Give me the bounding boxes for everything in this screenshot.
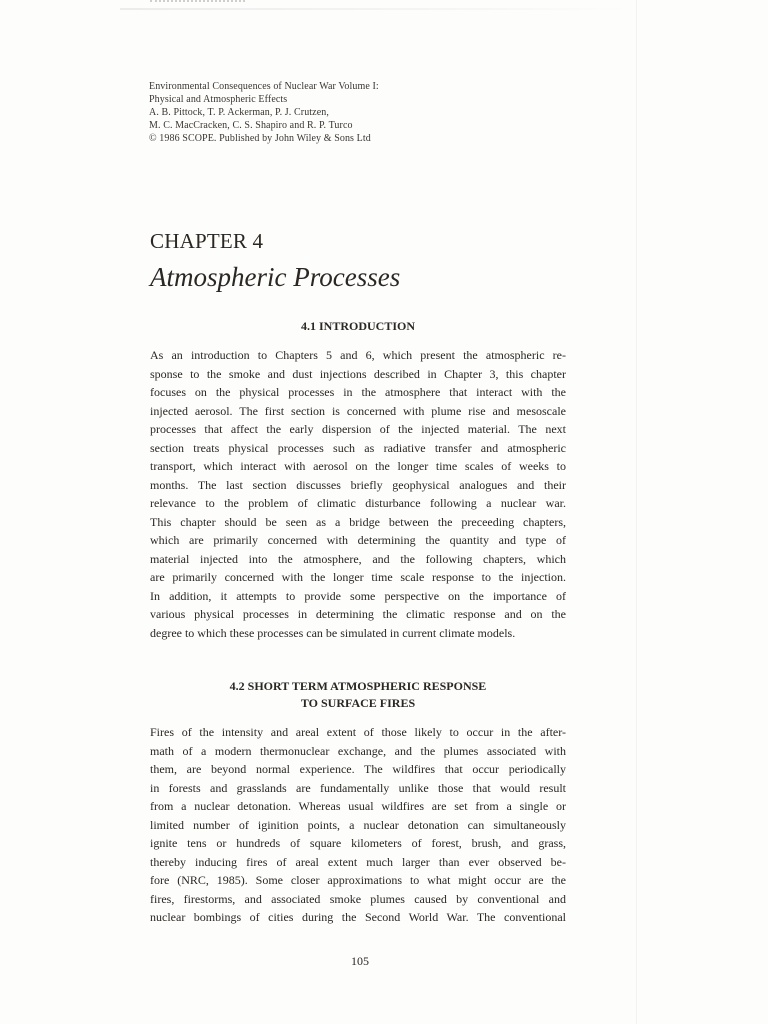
text-line: are primarily concerned with the longer time scale response to the injection. xyxy=(150,570,566,584)
text-line: relevance to the problem of climatic disturbance following a nuclear war. xyxy=(150,496,566,510)
text-line: limited number of iginition points, a nuclear detonation can simultaneously xyxy=(150,817,566,832)
citation-line: A. B. Pittock, T. P. Ackerman, P. J. Crutzen, xyxy=(149,107,329,118)
text-line: them, are beyond normal experience. The wildfires that occur periodically xyxy=(150,762,566,776)
citation-line: © 1986 SCOPE. Published by John Wiley & Sons Ltd xyxy=(149,133,371,144)
text-line: processes that affect the early dispersion of the injected material. The next xyxy=(150,422,566,436)
text-line: focuses on the physical processes in the atmosphere that interact with the xyxy=(150,385,566,399)
text-line: which are primarily concerned with determining the quantity and type of xyxy=(150,533,566,547)
section-heading-text: 4.1 INTRODUCTION xyxy=(300,319,415,333)
text-line: from a nuclear detonation. Whereas usual wildfires are set from a single or xyxy=(150,799,566,813)
text-line: nuclear bombings of cities during the Second World War. The conventional xyxy=(150,910,566,924)
chapter-number: CHAPTER 4 xyxy=(150,229,264,253)
scan-edge-top xyxy=(120,8,630,10)
text-line: in forests and grasslands are fundamentally unlike those that would result xyxy=(150,780,566,795)
citation-line: Environmental Consequences of Nuclear War Volume I: xyxy=(149,81,379,92)
text-line: math of a modern thermonuclear exchange, and the plumes associated with xyxy=(150,743,566,758)
section-heading-text: 4.2 SHORT TERM ATMOSPHERIC RESPONSE xyxy=(229,679,487,693)
section-heading-short-term xyxy=(150,678,566,712)
text-line: In addition, it attempts to provide some perspective on the importance of xyxy=(150,588,566,603)
introduction-paragraph xyxy=(150,346,566,642)
citation-line: Physical and Atmospheric Effects xyxy=(149,94,288,105)
section-heading-introduction xyxy=(150,318,566,335)
text-line: transport, which interact with aerosol on the longer time scales of weeks to xyxy=(150,459,566,473)
text-line: fires, firestorms, and associated smoke plumes caused by conventional and xyxy=(150,891,566,906)
chapter-title: Atmospheric Processes xyxy=(150,262,401,292)
text-line: sponse to the smoke and dust injections described in Chapter 3, this chapter xyxy=(150,366,566,381)
text-line: This chapter should be seen as a bridge between the preceeding chapters, xyxy=(150,514,566,529)
surface-fires-paragraph xyxy=(150,723,566,927)
text-line: degree to which these processes can be simulated in current climate models. xyxy=(150,625,516,640)
text-line: injected aerosol. The first section is concerned with plume rise and mesoscale xyxy=(150,403,566,418)
text-line: thereby inducing fires of areal extent much larger than ever observed be- xyxy=(150,854,566,869)
text-line: various physical processes in determining the climatic response and on the xyxy=(150,607,566,621)
citation-line: M. C. MacCracken, C. S. Shapiro and R. P. Turco xyxy=(149,120,353,131)
text-line: Fires of the intensity and areal extent of those likely to occur in the after- xyxy=(150,725,566,739)
text-line: months. The last section discusses briefly geophysical analogues and their xyxy=(150,477,566,492)
page-number: 105 xyxy=(351,954,369,968)
scan-edge-right xyxy=(636,0,637,1024)
text-line: fore (NRC, 1985). Some closer approximations to what might occur are the xyxy=(150,873,566,887)
citation-header xyxy=(149,80,449,145)
text-line: ignite tens or hundreds of square kilometers of forest, brush, and grass, xyxy=(150,836,566,850)
text-line: material injected into the atmosphere, and the following chapters, which xyxy=(150,551,566,566)
scan-artifact xyxy=(150,0,245,6)
text-line: section treats physical processes such as radiative transfer and atmospheric xyxy=(150,440,566,455)
section-heading-text: TO SURFACE FIRES xyxy=(300,696,416,710)
text-line: As an introduction to Chapters 5 and 6, which present the atmospheric re- xyxy=(150,348,566,362)
